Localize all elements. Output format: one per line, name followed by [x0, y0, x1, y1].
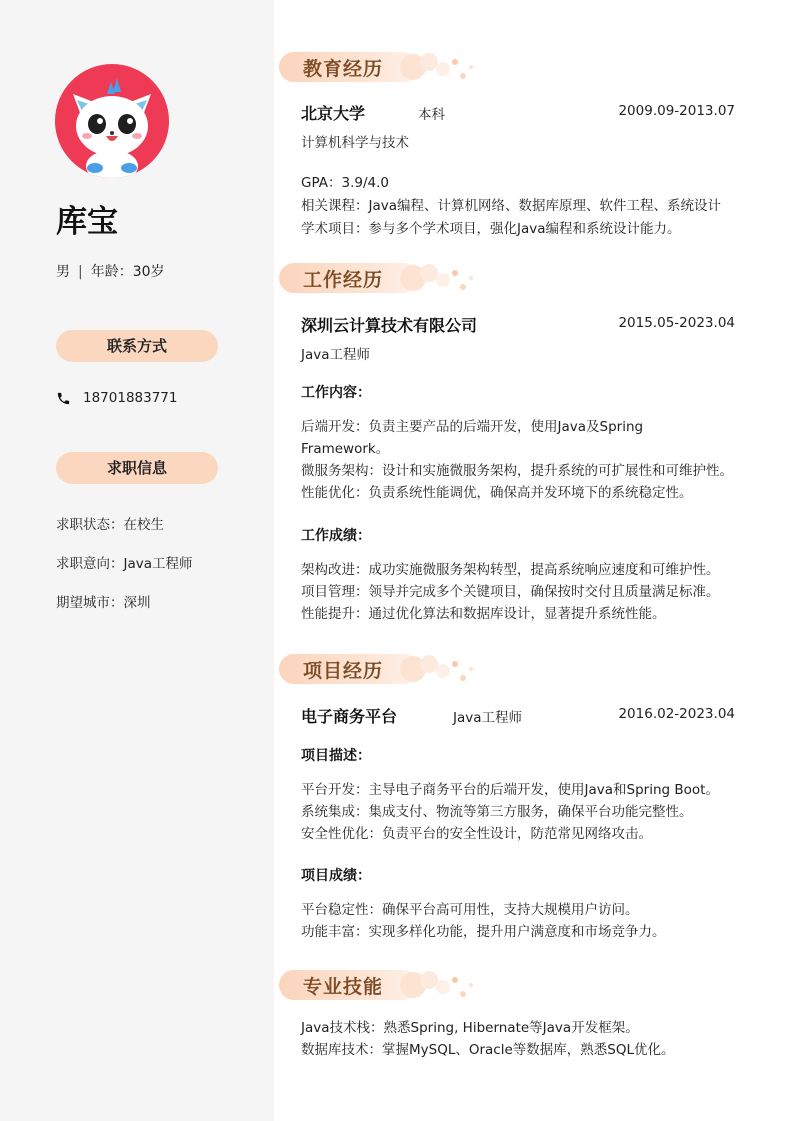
list-item: 性能提升：通过优化算法和数据库设计，显著提升系统性能。 [301, 606, 666, 622]
list-item: 微服务架构：设计和实施微服务架构，提升系统的可扩展性和可维护性。 [301, 463, 733, 479]
avatar [55, 64, 169, 178]
phone-row [56, 390, 177, 406]
candidate-name: 库宝 [56, 204, 118, 240]
project-desc-title: 项目描述： [301, 748, 371, 764]
phone-number: 18701883771 [83, 390, 178, 406]
school-name: 北京大学 [301, 104, 366, 123]
list-item: 平台稳定性：确保平台高可用性，支持大规模用户访问。 [301, 902, 639, 918]
list-item: 安全性优化：负责平台的安全性设计，防范常见网络攻击。 [301, 826, 652, 842]
job-status: 求职状态：在校生 [56, 517, 164, 533]
list-item: 架构改进：成功实施微服务架构转型，提高系统响应速度和可维护性。 [301, 562, 720, 578]
project-heading [279, 652, 479, 686]
work-content-list [301, 416, 735, 504]
project-date: 2016.02-2023.04 [618, 706, 735, 722]
project-title: 项目经历 [303, 660, 384, 682]
skills-list [301, 1017, 735, 1061]
academic-projects: 学术项目：参与多个学术项目，强化Java编程和系统设计能力。 [301, 221, 681, 237]
phone-icon [56, 391, 71, 406]
project-desc-list [301, 779, 735, 845]
cat-mascot-icon [55, 64, 169, 178]
major: 计算机科学与技术 [301, 135, 409, 151]
list-item: 平台开发：主导电子商务平台的后端开发，使用Java和Spring Boot。 [301, 782, 719, 798]
list-item: 数据库技术：掌握MySQL、Oracle等数据库，熟悉SQL优化。 [301, 1042, 675, 1058]
decorative-bubbles-icon [399, 968, 479, 1002]
list-item: 后端开发：负责主要产品的后端开发，使用Java及Spring Framework。 [301, 419, 644, 457]
gender: 男 [56, 264, 70, 280]
project-result-list [301, 899, 735, 943]
work-title: 工作经历 [303, 269, 384, 291]
age: 年龄：30岁 [90, 264, 165, 280]
project-result-title: 项目成绩： [301, 868, 371, 884]
skills-title: 专业技能 [303, 976, 384, 998]
sidebar [0, 0, 274, 1121]
job-intent-heading: 求职信息 [56, 452, 218, 484]
work-date: 2015.05-2023.04 [618, 315, 735, 331]
job-intention: 求职意向：Java工程师 [56, 556, 193, 572]
project-name: 电子商务平台 [301, 707, 398, 726]
education-heading [279, 50, 479, 84]
education-date: 2009.09-2013.07 [618, 103, 735, 119]
company-name: 深圳云计算技术有限公司 [301, 316, 478, 335]
list-item: 系统集成：集成支付、物流等第三方服务，确保平台功能完整性。 [301, 804, 693, 820]
work-heading [279, 261, 479, 295]
decorative-bubbles-icon [399, 50, 479, 84]
education-title: 教育经历 [303, 58, 384, 80]
list-item: 功能丰富：实现多样化功能，提升用户满意度和市场竞争力。 [301, 924, 666, 940]
work-achievement-list [301, 559, 735, 625]
skills-heading [279, 968, 479, 1002]
decorative-bubbles-icon [399, 261, 479, 295]
work-role: Java工程师 [301, 347, 371, 363]
job-city: 期望城市：深圳 [56, 595, 151, 611]
courses: 相关课程：Java编程、计算机网络、数据库原理、软件工程、系统设计 [301, 198, 722, 214]
work-content-title: 工作内容： [301, 385, 371, 401]
list-item: Java技术栈：熟悉Spring, Hibernate等Java开发框架。 [301, 1020, 639, 1036]
degree: 本科 [418, 107, 445, 123]
gpa: GPA：3.9/4.0 [301, 175, 389, 191]
work-achievement-title: 工作成绩： [301, 528, 371, 544]
decorative-bubbles-icon [399, 652, 479, 686]
list-item: 项目管理：领导并完成多个关键项目，确保按时交付且质量满足标准。 [301, 584, 720, 600]
contact-heading: 联系方式 [56, 330, 218, 362]
project-role: Java工程师 [453, 710, 523, 726]
list-item: 性能优化：负责系统性能调优，确保高并发环境下的系统稳定性。 [301, 485, 693, 501]
info-separator: | [78, 264, 83, 280]
basic-info [56, 261, 165, 281]
